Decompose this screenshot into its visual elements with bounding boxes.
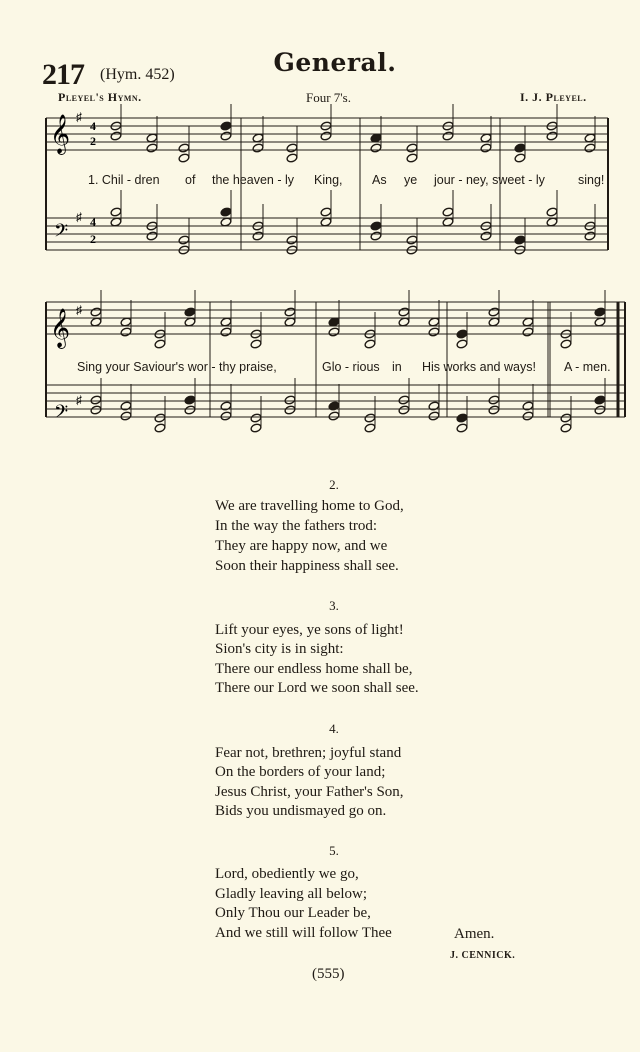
note-head (120, 317, 132, 327)
note-head (284, 395, 296, 405)
note-head (370, 231, 382, 241)
note-head (178, 153, 190, 163)
lyric-word: A - men. (564, 360, 611, 374)
note-head (364, 423, 376, 433)
sharp-icon-2: ♯ (76, 210, 82, 224)
note-head (546, 207, 558, 217)
bass-clef-icon: 𝄢 (54, 221, 69, 246)
lyric-word: 1. Chil - dren (88, 173, 160, 187)
note-head (398, 317, 410, 327)
note-head (546, 131, 558, 141)
note-head (594, 317, 606, 327)
note-head (514, 153, 526, 163)
note-head (220, 411, 232, 421)
note-head (120, 327, 132, 337)
note-head (370, 133, 382, 143)
lyric-word: of (185, 173, 196, 187)
hymn-number: 217 (42, 58, 84, 91)
amen: Amen. (454, 926, 495, 942)
note-head (364, 339, 376, 349)
verse-line: And we still will follow Thee (215, 925, 392, 941)
note-head (220, 121, 232, 131)
note-head (146, 231, 158, 241)
note-head (90, 317, 102, 327)
treble-clef-icon-2: 𝄞 (50, 308, 71, 348)
note-head (154, 423, 166, 433)
note-head (286, 235, 298, 245)
bass-clef-icon-2: 𝄢 (54, 402, 69, 427)
sharp-icon: ♯ (76, 110, 82, 124)
note-head (250, 423, 262, 433)
verse-line: Jesus Christ, your Father's Son, (215, 784, 404, 800)
note-head (320, 207, 332, 217)
note-head (252, 231, 264, 241)
note-head (456, 329, 468, 339)
lyric-word: King, (314, 173, 343, 187)
note-head (442, 131, 454, 141)
verse-line: Soon their happiness shall see. (215, 558, 399, 574)
note-head (488, 405, 500, 415)
note-head (584, 143, 596, 153)
note-head (184, 395, 196, 405)
tune-name: Pleyel's Hymn. (58, 90, 142, 104)
lyric-word: Glo - rious (322, 360, 380, 374)
note-head (320, 217, 332, 227)
note-head (178, 143, 190, 153)
note-head (286, 153, 298, 163)
note-head (146, 133, 158, 143)
lyric-word: the heaven - ly (212, 173, 294, 187)
treble-clef-icon: 𝄞 (50, 114, 71, 154)
note-head (488, 395, 500, 405)
note-head (328, 411, 340, 421)
note-head (428, 411, 440, 421)
note-head (250, 339, 262, 349)
note-head (286, 143, 298, 153)
note-head (110, 217, 122, 227)
note-head (522, 411, 534, 421)
note-head (154, 339, 166, 349)
verse-line: Fear not, brethren; joyful stand (215, 745, 402, 761)
note-head (284, 307, 296, 317)
note-head (546, 217, 558, 227)
note-head (456, 413, 468, 423)
note-head (364, 413, 376, 423)
note-head (90, 405, 102, 415)
note-head (146, 143, 158, 153)
note-head (584, 231, 596, 241)
note-head (328, 327, 340, 337)
verse-line: Only Thou our Leader be, (215, 905, 371, 921)
note-head (370, 221, 382, 231)
note-head (428, 327, 440, 337)
note-head (522, 317, 534, 327)
note-head (398, 307, 410, 317)
lyric-word: ye (404, 173, 418, 187)
time-signature-top: 4 (90, 119, 96, 133)
note-head (370, 143, 382, 153)
verse-line: In the way the fathers trod: (215, 518, 378, 534)
note-head (184, 317, 196, 327)
music-score (0, 0, 640, 450)
note-head (406, 153, 418, 163)
note-head (560, 339, 572, 349)
note-head (398, 405, 410, 415)
lyric-word: As (372, 173, 387, 187)
note-head (456, 423, 468, 433)
bass-time-signature-top: 4 (90, 215, 96, 229)
sharp-icon-3: ♯ (76, 303, 82, 317)
note-head (220, 207, 232, 217)
verse-line: There our Lord we soon shall see. (215, 680, 419, 696)
note-head (328, 317, 340, 327)
note-head (90, 307, 102, 317)
note-head (584, 133, 596, 143)
note-head (594, 307, 606, 317)
note-head (480, 133, 492, 143)
lyric-word: sing! (578, 173, 605, 187)
verse-line: They are happy now, and we (215, 538, 388, 554)
verse-line: We are travelling home to God, (215, 498, 404, 514)
note-head (110, 131, 122, 141)
verse-line: Gladly leaving all below; (215, 886, 368, 902)
note-head (252, 133, 264, 143)
note-head (154, 413, 166, 423)
verse-number: 3. (329, 598, 339, 613)
note-head (560, 423, 572, 433)
note-head (488, 307, 500, 317)
verse-line: On the borders of your land; (215, 764, 386, 780)
note-head (514, 143, 526, 153)
note-head (594, 405, 606, 415)
note-head (480, 231, 492, 241)
verse-number: 5. (329, 843, 339, 858)
author: J. CENNICK. (450, 950, 516, 961)
verse-line: Bids you undismayed go on. (215, 803, 387, 819)
hymn-reference: (Hym. 452) (100, 66, 175, 83)
note-head (428, 317, 440, 327)
note-head (252, 143, 264, 153)
note-head (456, 339, 468, 349)
note-head (442, 217, 454, 227)
note-head (522, 327, 534, 337)
lyric-word: in (392, 360, 402, 374)
note-head (220, 317, 232, 327)
verse-line: There our endless home shall be, (215, 661, 413, 677)
note-head (284, 405, 296, 415)
note-head (120, 411, 132, 421)
note-head (220, 217, 232, 227)
verse-number: 2. (329, 477, 339, 492)
note-head (398, 395, 410, 405)
note-head (284, 317, 296, 327)
note-head (184, 405, 196, 415)
bass-time-signature-bottom: 2 (90, 232, 96, 246)
page-number: (555) (312, 966, 345, 982)
lyric-word: His works and ways! (422, 360, 536, 374)
time-signature-bottom: 2 (90, 134, 96, 148)
lyric-word: Sing your Saviour's wor - thy praise, (77, 360, 277, 374)
note-head (90, 395, 102, 405)
sharp-icon-4: ♯ (76, 393, 82, 407)
note-head (406, 235, 418, 245)
note-head (594, 395, 606, 405)
note-head (406, 143, 418, 153)
section-title: General. (273, 48, 397, 77)
composer: I. J. Pleyel. (520, 90, 587, 104)
note-head (184, 307, 196, 317)
note-head (220, 131, 232, 141)
note-head (250, 413, 262, 423)
note-head (220, 327, 232, 337)
meter: Four 7's. (306, 90, 351, 105)
note-head (320, 131, 332, 141)
note-head (560, 413, 572, 423)
note-head (514, 235, 526, 245)
note-head (480, 143, 492, 153)
note-head (488, 317, 500, 327)
note-head (178, 235, 190, 245)
note-head (110, 207, 122, 217)
verse-line: Lord, obediently we go, (215, 866, 359, 882)
note-head (442, 207, 454, 217)
verse-line: Sion's city is in sight: (215, 641, 344, 657)
lyric-word: jour - ney, sweet - ly (434, 173, 545, 187)
verse-number: 4. (329, 721, 339, 736)
verse-line: Lift your eyes, ye sons of light! (215, 622, 404, 638)
